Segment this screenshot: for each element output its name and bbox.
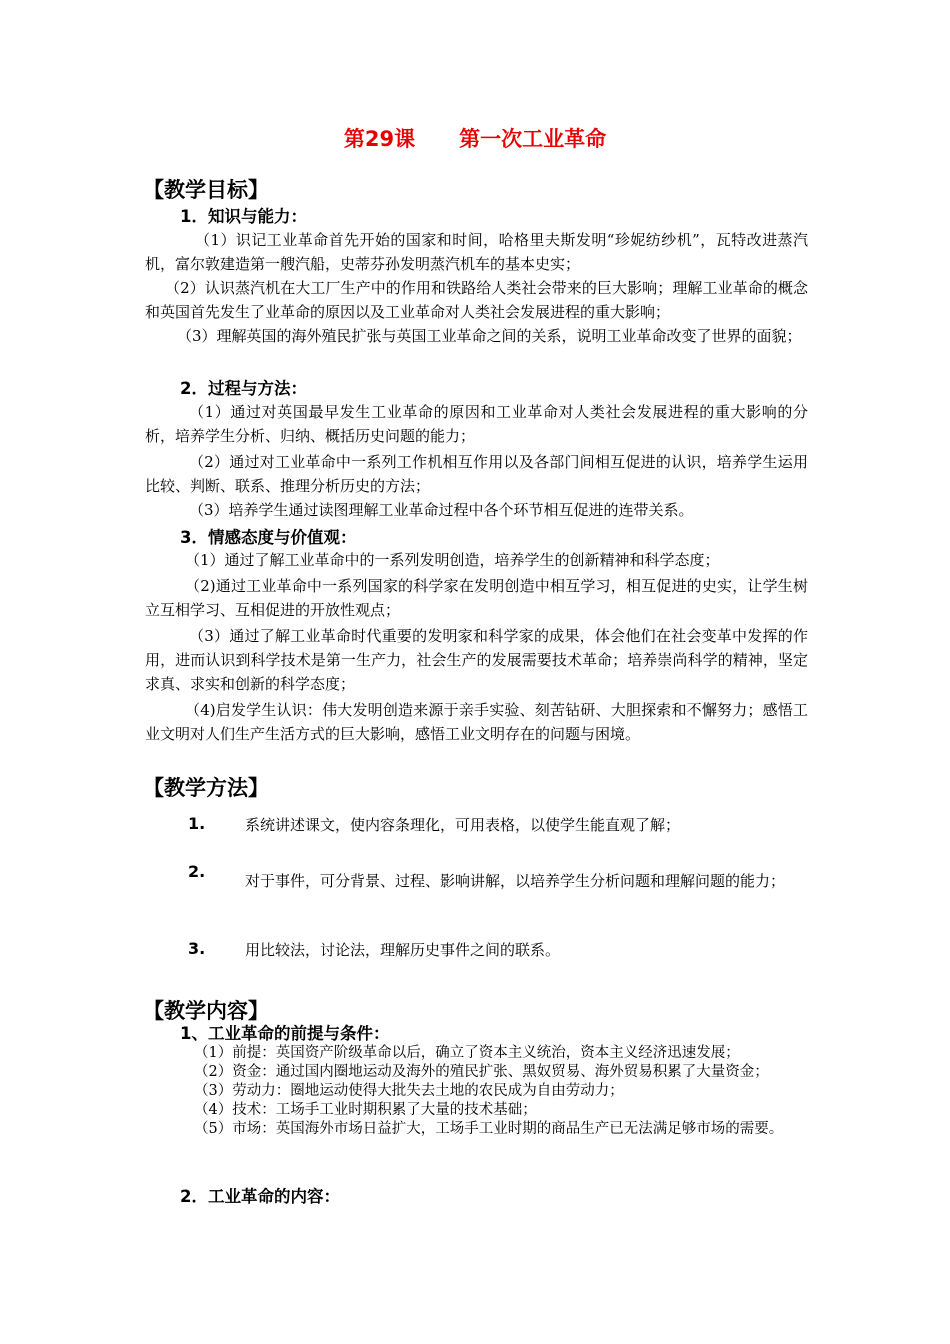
list-item-label: （3） (194, 1083, 233, 1099)
list-item-label: （4） (194, 1102, 233, 1118)
method-number-3: 3. (188, 939, 206, 958)
knowledge-item-2: （2）认识蒸汽机在大工厂生产中的作用和铁路给人类社会带来的巨大影响；理解工业革命的概念和英国首先发生了业革命的原因以及工业革命对人类社会发展进程的重大影响； (145, 279, 808, 321)
list-item-text: 资金：通过国内圈地运动及海外的殖民扩张、黑奴贸易、海外贸易积累了大量资金； (232, 1064, 769, 1080)
list-item-label: （2） (194, 1064, 233, 1080)
list-item-text: 劳动力：圈地运动使得大批失去土地的农民成为自由劳动力； (232, 1083, 624, 1099)
method-text-3: 用比较法，讨论法，理解历史事件之间的联系。 (245, 941, 561, 959)
lesson-name: 第一次工业革命 (459, 127, 607, 151)
subheading-premise: 1、工业革命的前提与条件： (180, 1024, 390, 1043)
method-text-1: 系统讲述课文，使内容条理化，可用表格，以使学生能直观了解； (245, 816, 681, 834)
emotion-item-2: （2)通过工业革命中一系列国家的科学家在发明创造中相互学习，相互促进的史实，让学生树立互相学习、互相促进的开放性观点； (145, 577, 808, 619)
method-text-2 (245, 861, 808, 901)
premise-list (194, 1044, 808, 1139)
method-text-2-content: 对于事件，可分背景、过程、影响讲解，以培养学生分析问题和理解问题的能力； (245, 872, 786, 890)
list-item (194, 1101, 808, 1120)
process-item-3: （3）培养学生通过读图理解工业革命过程中各个环节相互促进的连带关系。 (189, 501, 694, 519)
list-item (194, 1063, 808, 1082)
emotion-item-4: （4)启发学生认识：伟大发明创造来源于亲手实验、刻苦钻研、大胆探索和不懈努力；感悟工业文明对人们生产生活方式的巨大影响，感悟工业文明存在的问题与困境。 (145, 701, 808, 743)
list-item-label: （5） (194, 1121, 233, 1137)
subheading-knowledge: 1．知识与能力： (180, 207, 307, 226)
process-item-1: （1）通过对英国最早发生工业革命的原因和工业革命对人类社会发展进程的重大影响的分析，培养学生分析、归纳、概括历史问题的能力； (145, 403, 808, 445)
knowledge-item-3: （3）理解英国的海外殖民扩张与英国工业革命之间的关系，说明工业革命改变了世界的面貌； (177, 327, 802, 345)
list-item-text: 技术：工场手工业时期积累了大量的技术基础； (232, 1102, 537, 1118)
list-item (194, 1082, 808, 1101)
method-number-1: 1. (188, 814, 206, 833)
list-item (194, 1120, 808, 1139)
process-item-2: （2）通过对工业革命中一系列工作机相互作用以及各部门间相互促进的认识，培养学生运用比较、判断、联系、推理分析历史的方法； (145, 453, 808, 495)
page-title (0, 123, 950, 153)
knowledge-item-1: （1）识记工业革命首先开始的国家和时间，哈格里夫斯发明“珍妮纺纱机”，瓦特改进蒸汽机，富尔敦建造第一艘汽船，史蒂芬孙发明蒸汽机车的基本史实； (145, 231, 808, 273)
section-heading-methods: 【教学方法】 (143, 776, 269, 800)
emotion-item-1: （1）通过了解工业革命中的一系列发明创造，培养学生的创新精神和科学态度； (185, 551, 720, 569)
list-item-label: （1） (194, 1045, 233, 1061)
list-item-text: 市场：英国海外市场日益扩大，工场手工业时期的商品生产已无法满足够市场的需要。 (232, 1121, 784, 1137)
subheading-inner: 2．工业革命的内容： (180, 1187, 340, 1206)
method-number-2: 2. (188, 862, 206, 881)
section-heading-objectives: 【教学目标】 (143, 178, 269, 202)
emotion-item-3: （3）通过了解工业革命时代重要的发明家和科学家的成果，体会他们在社会变革中发挥的作用，进而认识到科学技术是第一生产力，社会生产的发展需要技术革命；培养崇尚科学的精神，坚定求真、求实和创新的科学态度； (145, 627, 808, 693)
subheading-emotion: 3．情感态度与价值观： (180, 528, 357, 547)
section-heading-content: 【教学内容】 (143, 999, 269, 1023)
list-item (194, 1044, 808, 1063)
lesson-number: 第29课 (343, 127, 416, 151)
subheading-process: 2．过程与方法： (180, 379, 307, 398)
list-item-text: 前提：英国资产阶级革命以后，确立了资本主义统治，资本主义经济迅速发展； (232, 1045, 740, 1061)
